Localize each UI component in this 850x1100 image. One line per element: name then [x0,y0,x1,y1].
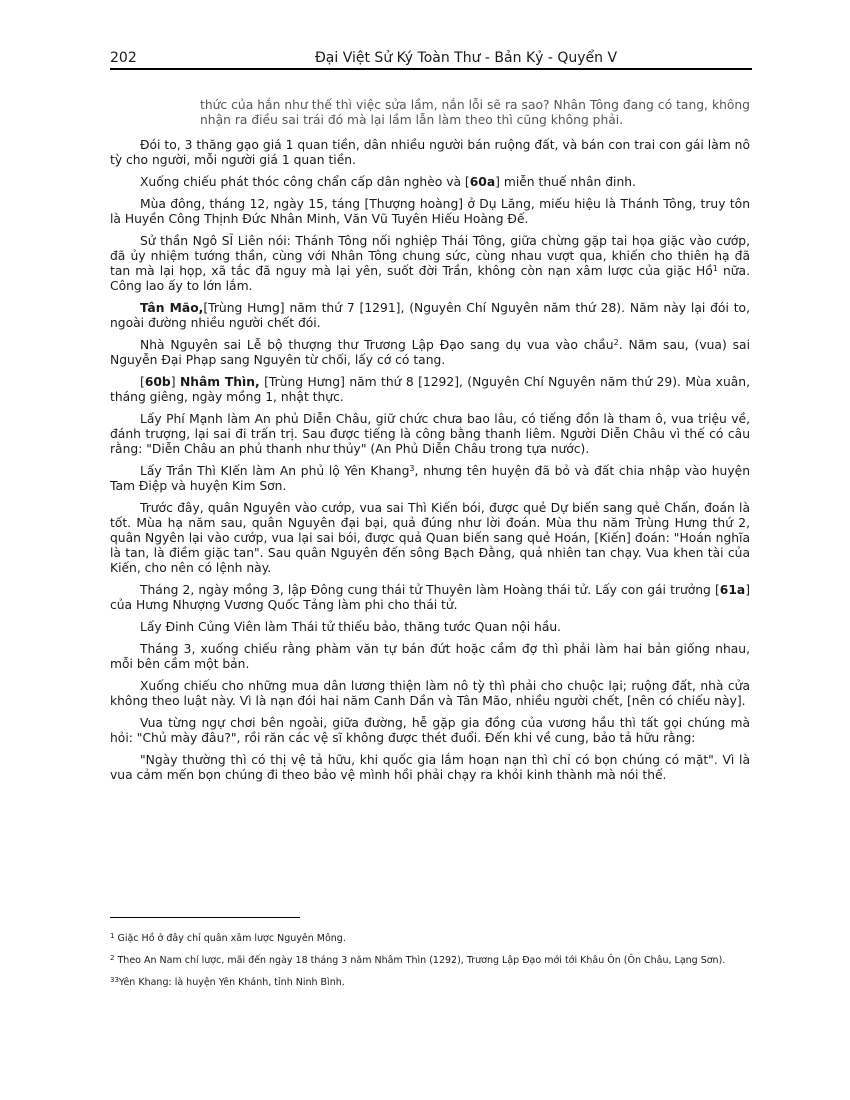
text-run: Lấy Trần Thì KIến làm An phủ lộ Yên Khang [140,464,410,478]
folio-marker: 60a [469,175,496,189]
footnote [110,932,750,946]
text-run: ] miễn thuế nhân đinh. [495,175,636,189]
header-rule [110,68,752,70]
paragraph: Tháng 3, xuống chiếu rằng phàm văn tự bán đứt hoặc cầm đợ thì phải làm hai bản giống nhau, mỗi bên cầm một bản. [110,642,750,671]
paragraph: Trước đây, quân Nguyên vào cướp, vua sai Thì Kiến bói, được quẻ Dự biến sang quẻ Chấn, đoán là tốt. Mùa hạ năm sau, quân Nguyên đại bại, quả đúng như lời đoán. Mùa thu năm Trùng Hưng thứ 2, quân Ngyên lại vào cướp, vua lại sai bói, được quả Quan biến sang quẻ Hoán, [Kiến] đoán: "Hoán nghĩa là tan, là điềm giặc tan". Sau quân Nguyên đến sông Bạch Đằng, quả nhiên tan chạy. Vua khen tài của Kiến, cho nên có lệnh này. [110,501,750,575]
footnote-ref[interactable]: 3 [409,464,415,473]
paragraph [110,464,750,494]
footnote-mark: 1 [110,932,115,940]
text-run: Nhà Nguyên sai Lễ bộ thượng thư Trương Lập Đạo sang dụ vua vào chầu [140,338,614,352]
paragraph: Xuống chiếu cho những mua dân lương thiện làm nô tỳ thì phải cho chuộc lại; ruộng đất, nhà cửa không theo luật này. Vì là nạn đói hai năm Canh Dần và Tân Mão, nhiều người chết, [nên có chiếu này]. [110,679,750,708]
text-run: . Năm sau, (vua) sai Nguyễn Đại Phạp sang Nguyên từ chối, lấy cớ có tang. [110,338,750,367]
footnote [110,976,750,990]
running-title: Đại Việt Sử Ký Toàn Thư - Bản Kỷ - Quyển V [314,50,618,66]
footnote-text: Yên Khang: là huyện Yên Khánh, tỉnh Ninh Bình. [118,977,345,988]
year-heading: Nhâm Thìn, [179,375,260,389]
text-run: Sử thần Ngô SĨ Liên nói: Thánh Tông nối nghiệp Thái Tông, giữa chừng gặp tai họa giặc vào cướp, đã ủy nhiệm tướng thần, cùng với Nhân Tông chung sức, cùng nhau vượt qua, khiến cho thiên hạ đã tan mà lại họp, xã tắc đã nguy mà lại yên, suốt đời Trần, không còn nạn xâm lược của giặc Hồ [110,234,750,278]
text-run: [ [140,375,145,389]
paragraph: Đói to, 3 thăng gạo giá 1 quan tiền, dân nhiều người bán ruộng đất, và bán con trai con gái làm nô tỳ cho người, mỗi người giá 1 quan tiền. [110,138,750,167]
text-run: , nhưng tên huyện đã bỏ và đất chia nhập vào huyện Tam Điệp và huyện Kim Sơn. [110,464,750,493]
footnote-mark: 33 [110,976,119,984]
folio-marker: 60b [144,375,171,389]
paragraph [110,583,750,613]
paragraph: Lấy Phí Mạnh làm An phủ Diễn Châu, giữ chức chưa bao lâu, có tiếng đồn là tham ô, vua triệu về, đánh trượng, lại sai đi trấn trị. Sau được tiếng là công bằng thanh liêm. Người Diễn Châu vì thế có câu rằng: "Diễn Châu an phủ thanh như thủy" (An Phủ Diễn Châu trong tựa nước). [110,412,750,456]
footnote-text: Theo An Nam chí lược, mãi đến ngày 18 tháng 3 năm Nhâm Thìn (1292), Trương Lập Đạo mới tới Khâu Ôn (Ôn Châu, Lạng Sơn). [114,955,726,966]
text-run: ] của Hưng Nhượng Vương Quốc Tảng làm phi cho thái tử. [110,583,750,612]
page-number: 202 [110,50,137,66]
footnote [110,954,750,968]
text-run: Tháng 2, ngày mồng 3, lập Đông cung thái tử Thuyên làm Hoàng thái tử. Lấy con gái trưởng [ [140,583,720,597]
paragraph [110,301,750,331]
footnote-ref[interactable]: 1 [712,264,718,273]
paragraph [110,175,750,190]
footnote-ref[interactable]: 2 [613,338,619,347]
text-run: ] [170,375,180,389]
footnote-mark: 2 [110,954,115,962]
paragraph: "Ngày thường thì có thị vệ tả hữu, khi quốc gia lắm hoạn nạn thì chỉ có bọn chúng có mặt". Vì là vua cảm mến bọn chúng đi theo bảo vệ mình hồi phải chạy ra khỏi kinh thành mà nói thế. [110,753,750,782]
paragraph: Vua từng ngự chơi bên ngoài, giữa đường, hễ gặp gia đồng của vương hầu thì tất gọi chúng mà hỏi: "Chủ mày đâu?", rồi răn các vệ sĩ không được thét đuổi. Đến khi về cung, bảo tả hữu rằng: [110,716,750,745]
text-run: nữa. Công lao ấy to lớn lắm. [110,264,750,293]
paragraph [110,375,750,405]
paragraph: Lấy Đinh Củng Viên làm Thái tử thiếu bảo, thăng tước Quan nội hầu. [140,620,562,634]
year-heading: Tân Mão, [140,301,204,315]
paragraph [110,234,750,294]
footnotes [110,932,750,998]
footnote-text: Giặc Hồ ở đây chỉ quân xâm lược Nguyên Mông. [114,933,346,944]
text-run: Xuống chiếu phát thóc công chẩn cấp dân nghèo và [ [140,175,470,189]
body-text [110,98,750,790]
paragraph [110,338,750,368]
page-header [110,46,752,68]
quote-continuation: thức của hắn như thế thì việc sửa lầm, nắn lỗi sẽ ra sao? Nhân Tông đang có tang, không nhận ra điều sai trái đó mà lại lầm lẫn làm theo thì cũng không phải. [200,98,750,127]
text-run: [Trùng Hưng] năm thứ 7 [1291], (Nguyên Chí Nguyên năm thứ 28). Năm này lại đói to, ngoài đường nhiều người chết đói. [110,301,750,330]
footnote-rule [110,917,300,918]
text-run: [Trùng Hưng] năm thứ 8 [1292], (Nguyên Chí Nguyên năm thứ 29). Mùa xuân, tháng giêng, ngày mồng 1, nhật thực. [110,375,750,404]
paragraph: Mùa đông, tháng 12, ngày 15, táng [Thượng hoàng] ở Dụ Lăng, miếu hiệu là Thánh Tông, truy tôn là Huyền Công Thịnh Đức Nhân Minh, Văn Vũ Tuyên Hiếu Hoàng Đế. [110,197,750,226]
folio-marker: 61a [719,583,746,597]
